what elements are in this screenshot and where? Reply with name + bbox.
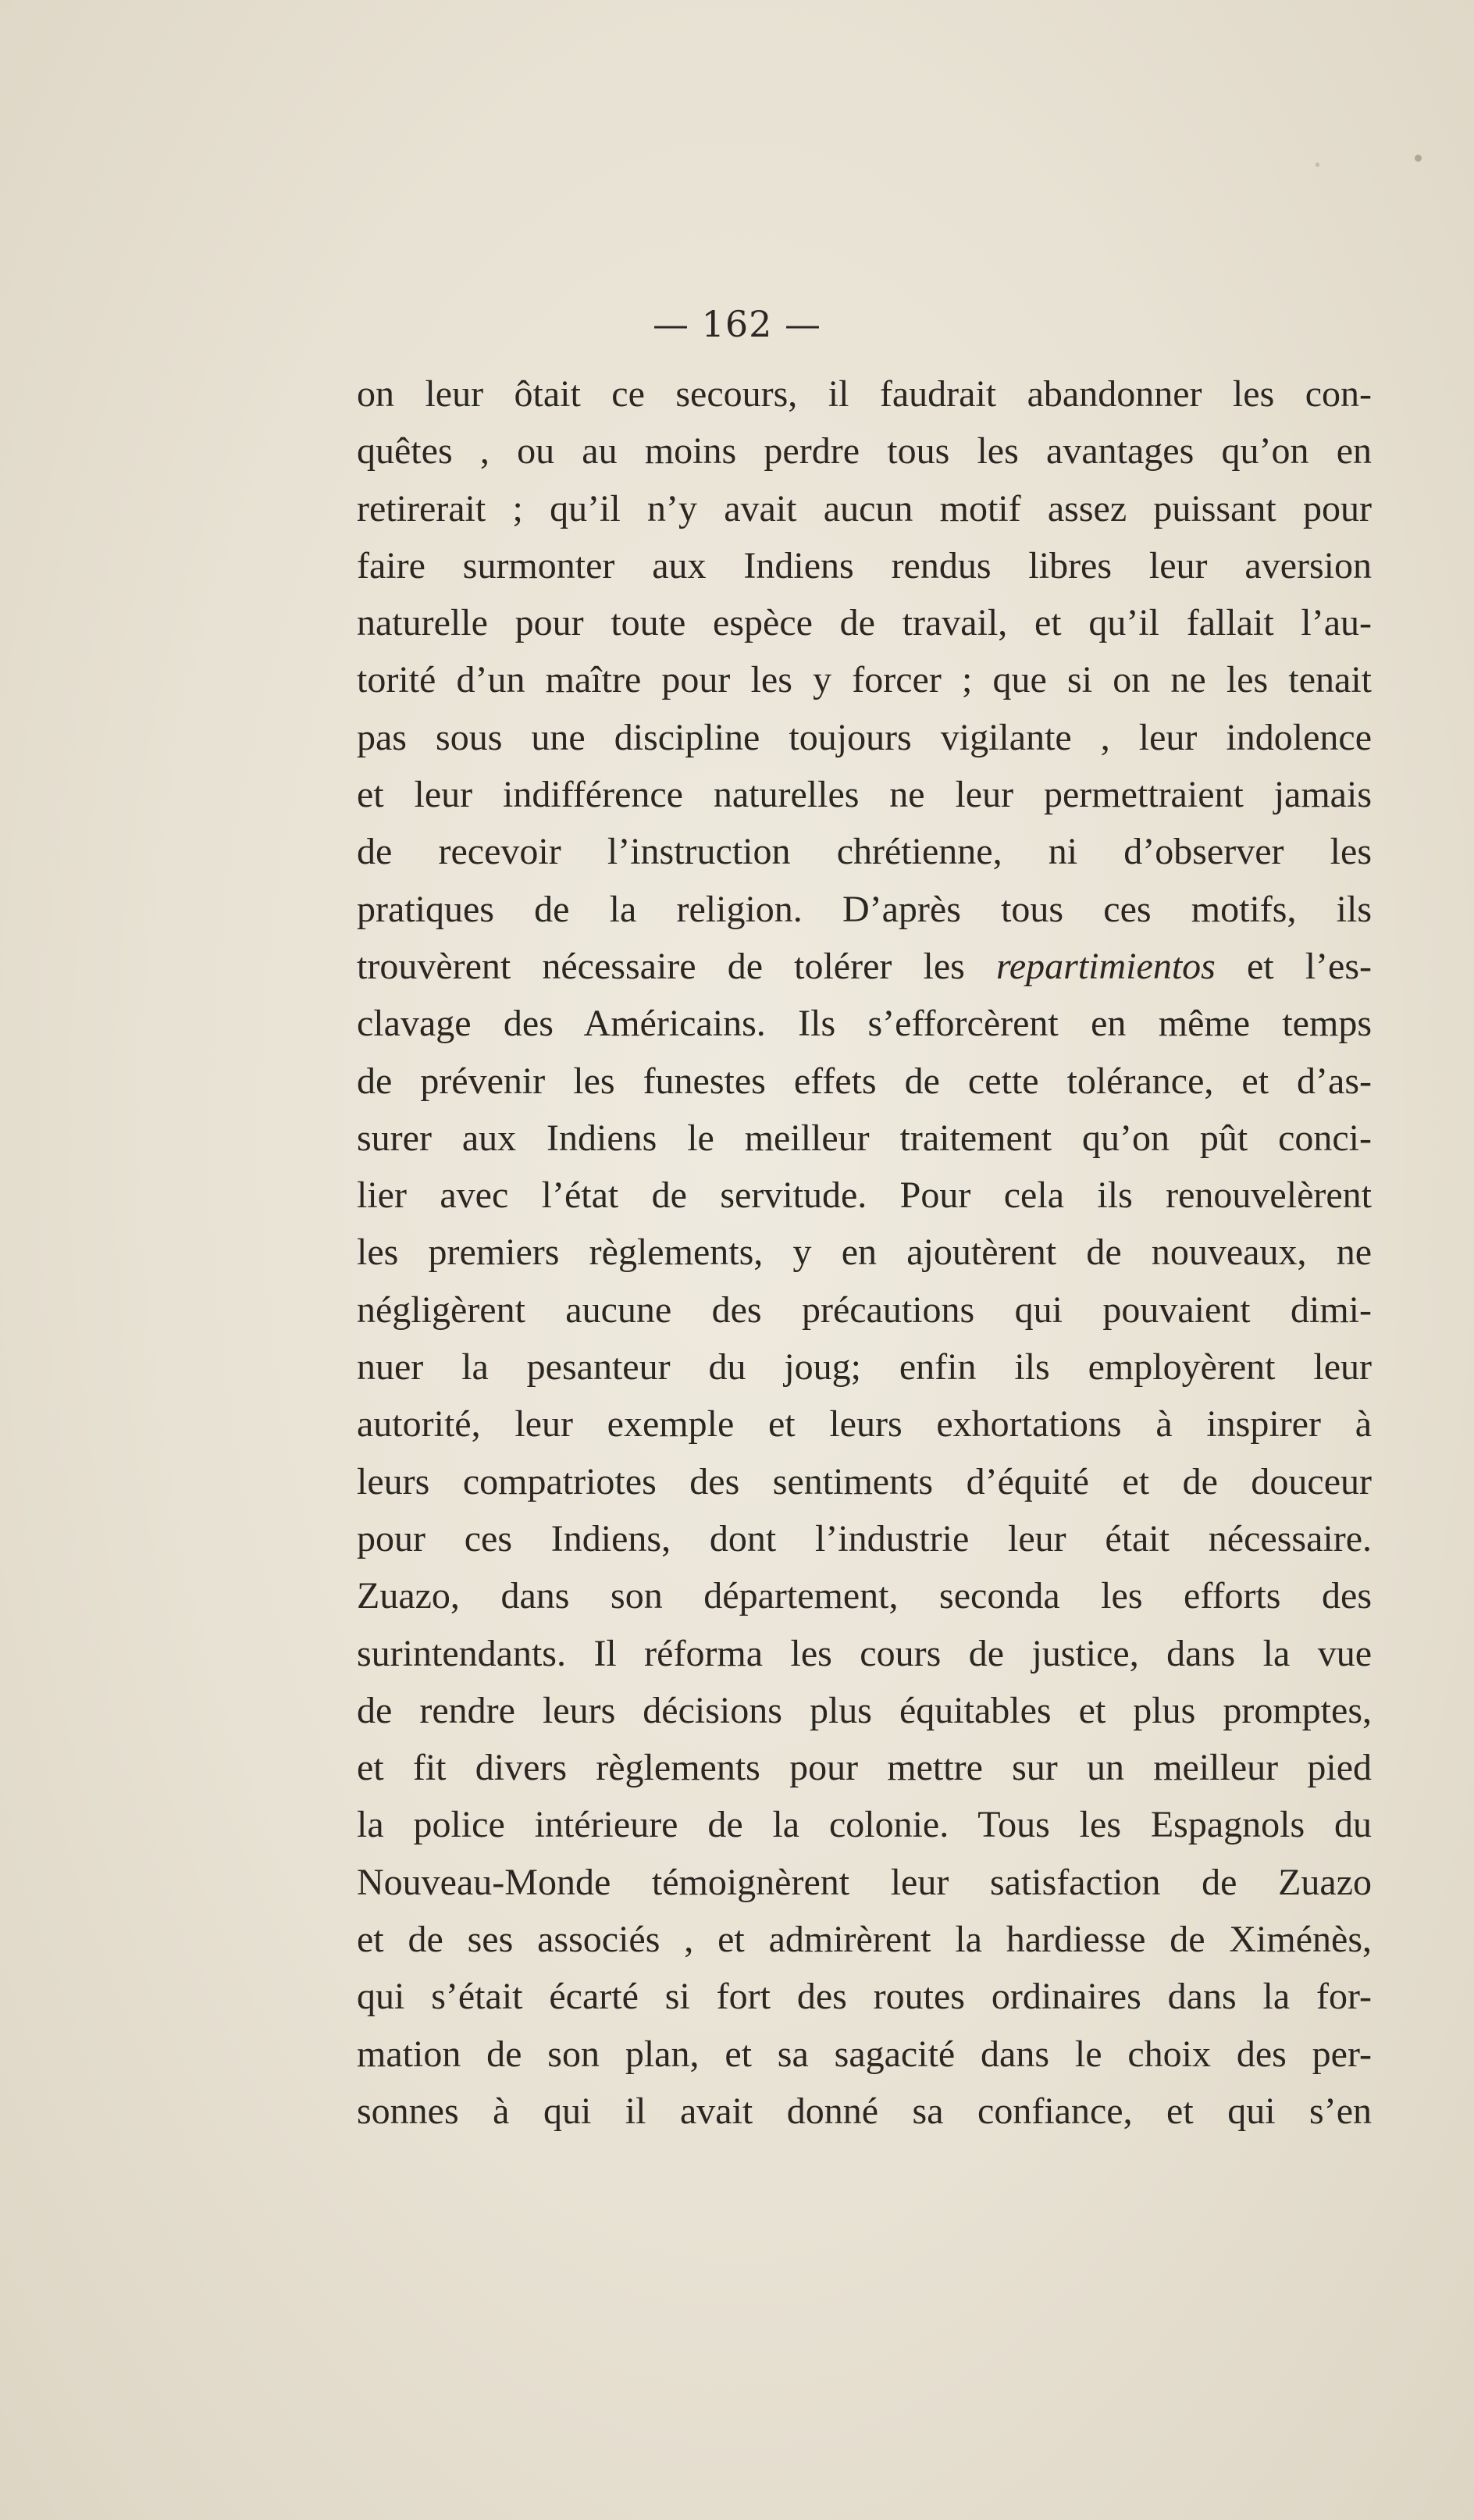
text-line: retirerait ; qu’il n’y avait aucun motif assez puissant pour [357, 487, 1372, 529]
text-line: pour ces Indiens, dont l’industrie leur était nécessaire. [357, 1517, 1372, 1559]
paper-speck [1316, 162, 1319, 167]
text-line: et leur indifférence naturelles ne leur permettraient jamais [357, 774, 1372, 816]
text-line: qui s’était écarté si fort des routes ordinaires dans la for- [357, 1976, 1372, 2018]
italic-term: repartimientos [995, 945, 1216, 987]
text-line: lier avec l’état de servitude. Pour cela ils renouvelèrent [357, 1174, 1372, 1217]
text-line: et fit divers règlements pour mettre sur un meilleur pied [357, 1747, 1372, 1789]
text-line: on leur ôtait ce secours, il faudrait abandonner les con- [357, 373, 1372, 415]
text-line: de prévenir les funestes effets de cette tolérance, et d’as- [357, 1060, 1372, 1102]
text-segment: trouvèrent nécessaire de tolérer les [357, 945, 996, 987]
text-line: la police intérieure de la colonie. Tous les Espagnols du [357, 1804, 1372, 1846]
text-line: leurs compatriotes des sentiments d’équité et de douceur [357, 1460, 1372, 1502]
text-line: torité d’un maître pour les y forcer ; que si on ne les tenait [357, 659, 1372, 701]
text-line: quêtes , ou au moins perdre tous les avantages qu’on en [357, 430, 1372, 472]
text-line: mation de son plan, et sa sagacité dans le choix des per- [357, 2033, 1372, 2075]
text-segment: et l’es- [1215, 945, 1373, 987]
text-line: surintendants. Il réforma les cours de justice, dans la vue [357, 1632, 1372, 1674]
text-line: autorité, leur exemple et leurs exhortations à inspirer à [357, 1403, 1372, 1445]
text-line: surer aux Indiens le meilleur traitement qu’on pût conci- [357, 1117, 1372, 1159]
text-line: pas sous une discipline toujours vigilante , leur indolence [357, 716, 1372, 758]
page-number: — 162 — [652, 303, 822, 345]
text-line: naturelle pour toute espèce de travail, et qu’il fallait l’au- [357, 602, 1372, 644]
text-line: nuer la pesanteur du joug; enfin ils employèrent leur [357, 1346, 1372, 1388]
text-line: faire surmonter aux Indiens rendus libres leur aversion [357, 544, 1372, 586]
text-line: de rendre leurs décisions plus équitables et plus promptes, [357, 1689, 1372, 1731]
text-line: Nouveau-Monde témoignèrent leur satisfaction de Zuazo [357, 1861, 1372, 1903]
text-line-with-italic [357, 938, 1372, 995]
text-line: de recevoir l’instruction chrétienne, ni d’observer les [357, 831, 1372, 873]
body-text [357, 365, 1372, 2140]
text-line: pratiques de la religion. D’après tous ces motifs, ils [357, 888, 1372, 930]
text-line: Zuazo, dans son département, seconda les efforts des [357, 1575, 1372, 1617]
text-line: clavage des Américains. Ils s’efforcèrent en même temps [357, 1003, 1372, 1045]
text-line: les premiers règlements, y en ajoutèrent de nouveaux, ne [357, 1231, 1372, 1274]
paper-speck [1415, 155, 1422, 162]
text-line: sonnes à qui il avait donné sa confiance, et qui s’en [357, 2090, 1372, 2132]
text-line: négligèrent aucune des précautions qui pouvaient dimi- [357, 1289, 1372, 1331]
text-line: et de ses associés , et admirèrent la hardiesse de Ximénès, [357, 1919, 1372, 1961]
